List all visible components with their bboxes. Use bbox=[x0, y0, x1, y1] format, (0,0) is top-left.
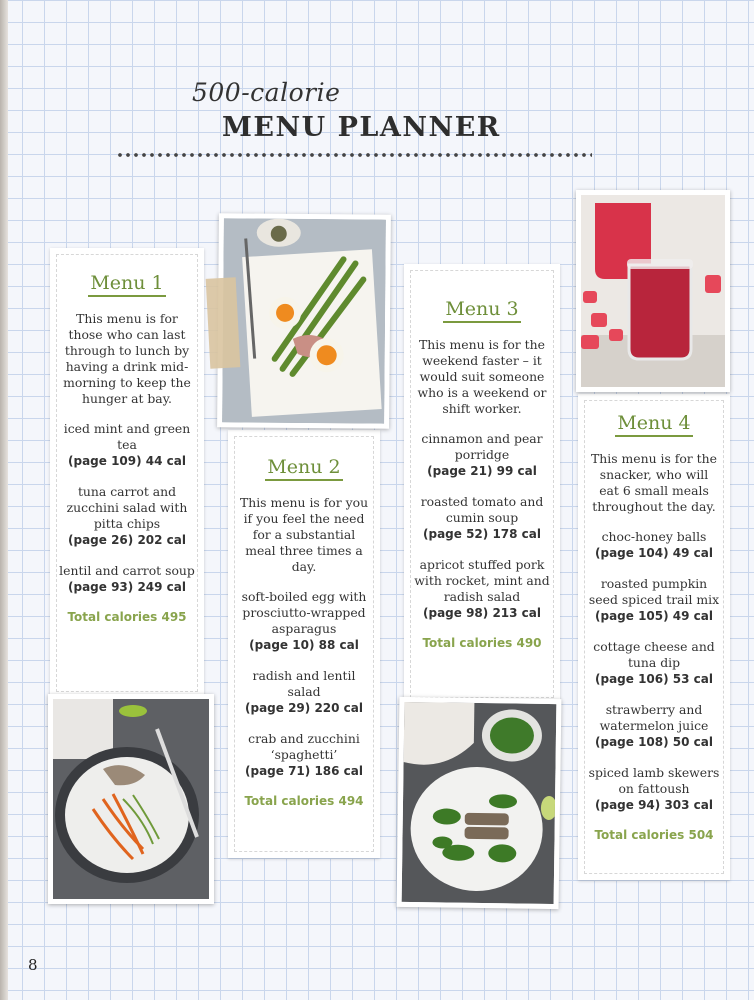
menu-item: iced mint and green tea (page 109) 44 cal bbox=[63, 421, 191, 468]
photo-pork-rocket bbox=[397, 697, 562, 909]
menu-description: This menu is for the snacker, who will eat 6 small meals throughout the day. bbox=[591, 451, 717, 514]
menu-item: lentil and carrot soup (page 93) 249 cal bbox=[59, 563, 195, 594]
menu-item: soft-boiled egg with prosciutto-wrapped asparagus (page 10) 88 cal bbox=[241, 589, 367, 652]
menu-description: This menu is for the weekend faster – it would suit someone who is a weekend or shift worker. bbox=[417, 337, 547, 416]
page-title: MENU PLANNER bbox=[222, 112, 501, 143]
menu-title: Menu 1 bbox=[88, 272, 165, 297]
menu-item: tuna carrot and zucchini salad with pitta chips (page 26) 202 cal bbox=[66, 484, 188, 547]
photo-egg-asparagus bbox=[217, 213, 391, 428]
menu-description: This menu is for you if you feel the need for a substantial meal three times a day. bbox=[239, 495, 369, 574]
menu-title: Menu 4 bbox=[615, 412, 692, 437]
photo-berry-juice bbox=[576, 190, 730, 392]
book-spine bbox=[0, 0, 8, 1000]
menu-description: This menu is for those who can last through to lunch by having a drink mid-morning to keep the hunger at bay. bbox=[63, 311, 191, 406]
menu-card-4 bbox=[578, 394, 730, 880]
menu-item: choc-honey balls (page 104) 49 cal bbox=[595, 529, 713, 560]
menu-total: Total calories 495 bbox=[67, 610, 187, 624]
menu-card-2 bbox=[228, 430, 380, 858]
subtitle-script: 500-calorie bbox=[192, 78, 341, 107]
menu-card-3 bbox=[404, 264, 560, 704]
dotted-divider bbox=[116, 152, 592, 158]
menu-title: Menu 3 bbox=[443, 298, 520, 323]
page-number: 8 bbox=[28, 956, 38, 974]
menu-item: cottage cheese and tuna dip (page 106) 53 cal bbox=[593, 639, 715, 686]
photo-tuna-salad bbox=[48, 694, 214, 904]
menu-item: strawberry and watermelon juice (page 108) 50 cal bbox=[595, 702, 713, 749]
menu-total: Total calories 504 bbox=[594, 828, 714, 842]
menu-item: radish and lentil salad (page 29) 220 cal bbox=[245, 668, 363, 715]
menu-item: spiced lamb skewers on fattoush (page 94) 303 cal bbox=[588, 765, 720, 812]
tape-strip bbox=[206, 277, 241, 368]
menu-total: Total calories 490 bbox=[422, 636, 542, 650]
menu-title: Menu 2 bbox=[265, 456, 342, 481]
menu-total: Total calories 494 bbox=[244, 794, 364, 808]
menu-item: cinnamon and pear porridge (page 21) 99 cal bbox=[421, 431, 543, 478]
menu-item: roasted pumpkin seed spiced trail mix (page 105) 49 cal bbox=[588, 576, 720, 623]
menu-card-1 bbox=[50, 248, 204, 698]
menu-item: roasted tomato and cumin soup (page 52) 178 cal bbox=[420, 494, 544, 541]
menu-item: apricot stuffed pork with rocket, mint and radish salad (page 98) 213 cal bbox=[414, 557, 550, 620]
menu-item: crab and zucchini ‘spaghetti’ (page 71) 186 cal bbox=[245, 731, 363, 778]
